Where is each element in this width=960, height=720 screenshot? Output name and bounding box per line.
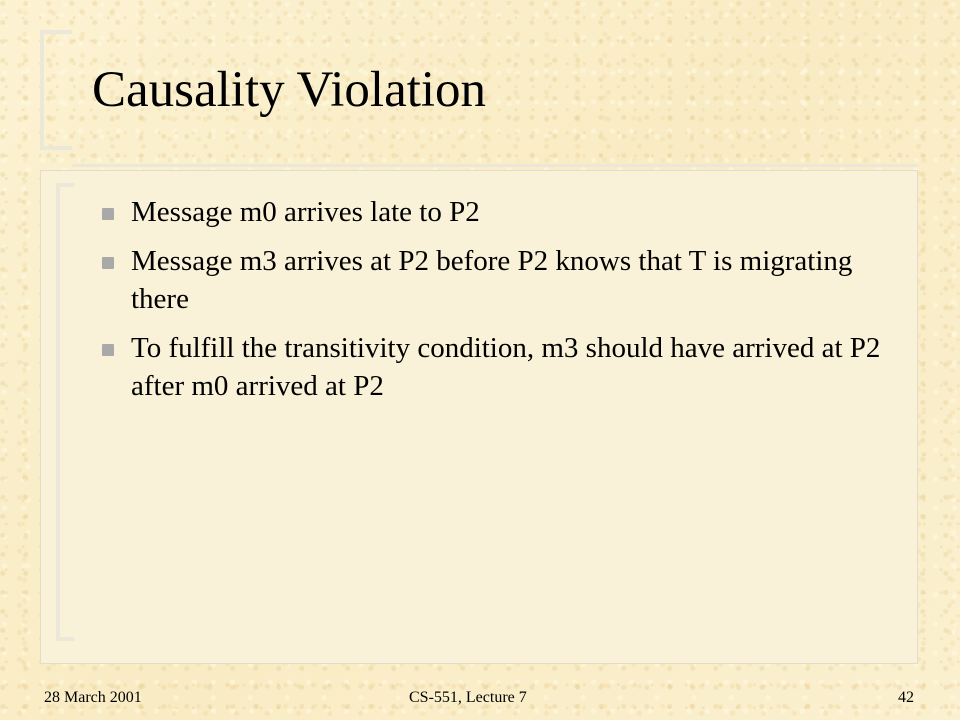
bullet-text: Message m0 arrives late to P2 — [131, 196, 480, 228]
bullet-item — [102, 193, 892, 231]
bullet-list — [102, 193, 892, 416]
bullet-square-icon — [102, 344, 114, 356]
footer-page-number: 42 — [898, 689, 914, 706]
title-frame-line — [72, 164, 918, 167]
bullet-square-icon — [102, 257, 114, 269]
footer-course-title: CS-551, Lecture 7 — [409, 689, 527, 706]
bullet-item — [102, 242, 892, 318]
slide-title: Causality Violation — [92, 62, 487, 118]
footer-date: 28 March 2001 — [44, 689, 142, 706]
bullet-item — [102, 329, 892, 405]
bullet-text: To fulfill the transitivity condition, m3 should have arrived at P2 after m0 arrived at P2 — [131, 332, 881, 402]
content-frame-bracket — [56, 183, 74, 641]
bullet-text: Message m3 arrives at P2 before P2 knows that T is migrating there — [131, 245, 853, 315]
bullet-square-icon — [102, 208, 114, 220]
title-frame-bracket — [40, 30, 72, 150]
